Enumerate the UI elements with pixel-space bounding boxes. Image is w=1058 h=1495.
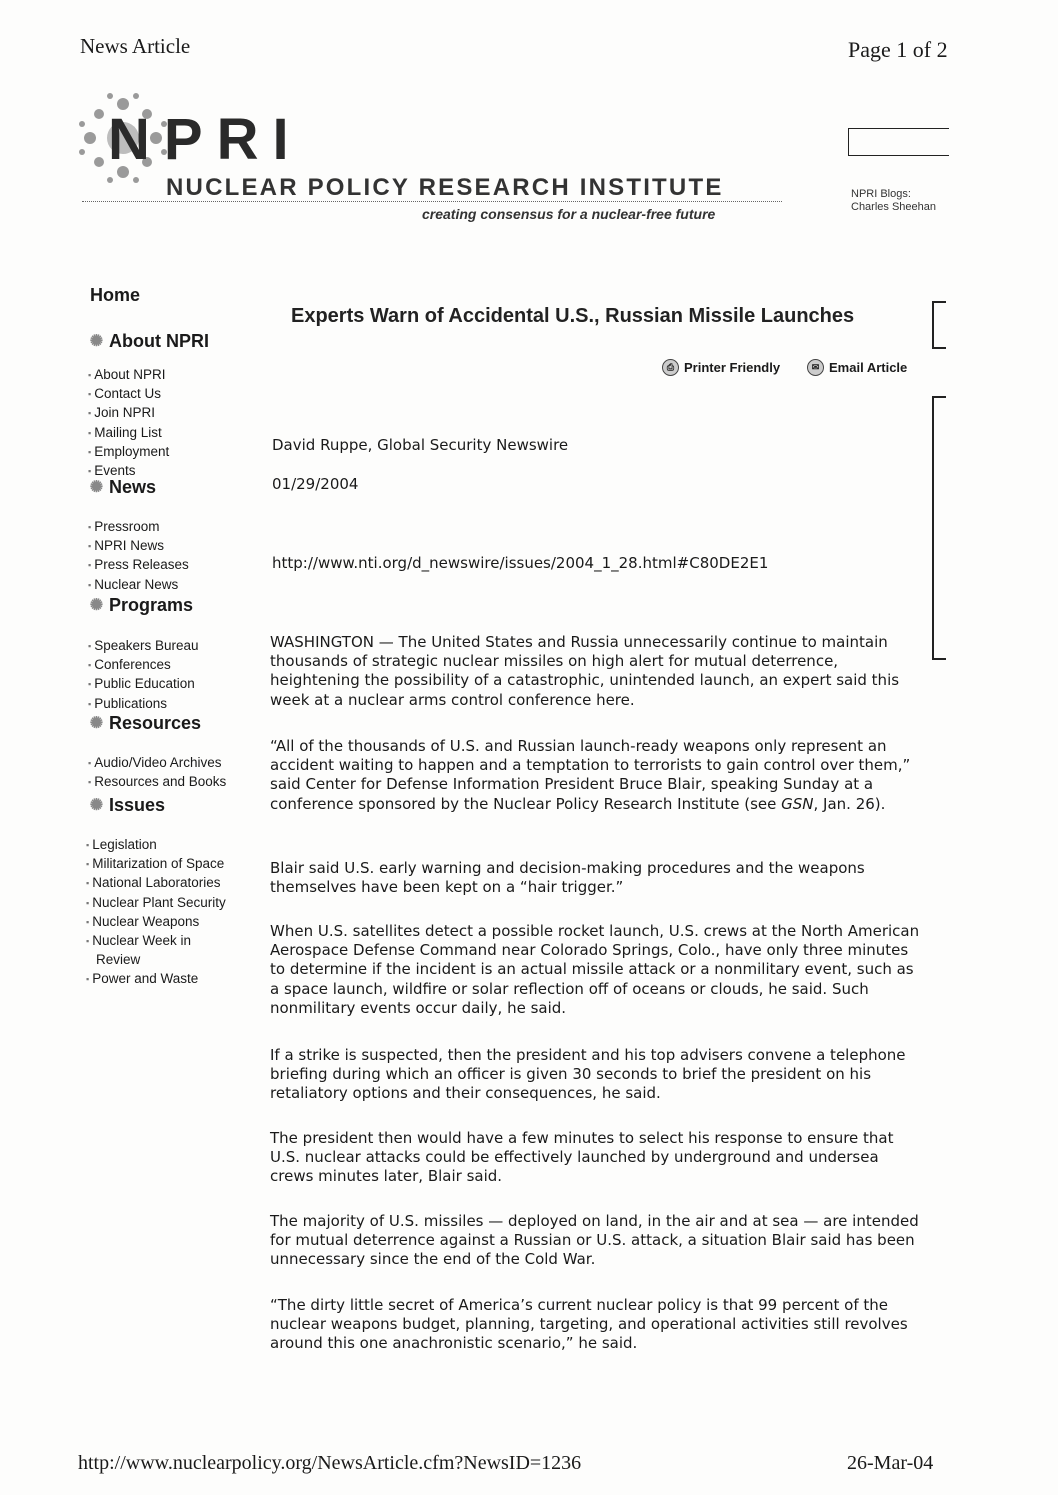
nav-section-title: Programs xyxy=(109,595,194,615)
side-panel-frame xyxy=(932,396,946,660)
article-paragraph: WASHINGTON — The United States and Russia unnecessarily continue to maintain thousands of strategic nuclear missiles on high alert for mutual deterrence, heightening the possibility of a catastrophic, unintended launch, an expert said this week at a nuclear arms control conference here. xyxy=(270,633,900,709)
nav-item[interactable]: ▪ Nuclear News xyxy=(88,576,189,595)
article-source-url[interactable]: http://www.nti.org/d_newswire/issues/2004_1_28.html#C80DE2E1 xyxy=(272,554,769,572)
nav-item[interactable]: ▪ Press Releases xyxy=(88,556,189,575)
gear-icon: ✺ xyxy=(89,597,104,614)
nav-home-link[interactable]: Home xyxy=(90,285,141,305)
nav-section-title: News xyxy=(109,477,157,497)
institute-name: NUCLEAR POLICY RESEARCH INSTITUTE xyxy=(166,174,724,201)
gear-icon: ✺ xyxy=(89,797,104,814)
nav-item[interactable]: ▪ Power and Waste xyxy=(86,970,226,989)
nav-list-about xyxy=(88,366,169,481)
nav-item[interactable]: ▪ About NPRI xyxy=(88,366,169,385)
nav-list-programs xyxy=(88,637,199,714)
gear-icon: ✺ xyxy=(89,333,104,350)
printer-friendly-label: Printer Friendly xyxy=(684,360,781,375)
gear-icon: ✺ xyxy=(89,479,104,496)
nav-item[interactable]: ▪ Resources and Books xyxy=(88,773,226,792)
nav-section-title: About NPRI xyxy=(109,331,209,351)
nav-item[interactable]: ▪ Mailing List xyxy=(88,424,169,443)
article-date: 01/29/2004 xyxy=(272,475,359,493)
nav-section-issues[interactable] xyxy=(88,795,165,816)
nav-item[interactable]: ▪ Nuclear Week in xyxy=(86,932,226,951)
nav-list-resources xyxy=(88,754,226,792)
article-title: Experts Warn of Accidental U.S., Russian Missile Launches xyxy=(291,305,855,327)
blog-banner-frame xyxy=(848,128,949,156)
nav-item[interactable]: ▪ Militarization of Space xyxy=(86,855,226,874)
nav-item[interactable]: ▪ Employment xyxy=(88,443,169,462)
nav-item[interactable]: ▪ Legislation xyxy=(86,836,226,855)
article-paragraph: If a strike is suspected, then the president and his top advisers convene a telephone briefing during which an officer is given 30 seconds to brief the president on his retaliatory options and their consequences, he said. xyxy=(270,1046,906,1103)
print-header-page: Page 1 of 2 xyxy=(848,37,948,62)
gear-icon: ✺ xyxy=(89,715,104,732)
nav-list-issues xyxy=(86,836,226,990)
nav-section-news[interactable] xyxy=(88,477,156,498)
nav-item[interactable]: ▪ Publications xyxy=(88,695,199,714)
nav-section-resources[interactable] xyxy=(88,713,201,734)
nav-section-title: Issues xyxy=(109,795,166,815)
nav-item[interactable]: ▪ Nuclear Plant Security xyxy=(86,894,226,913)
npri-wordmark: NPRI xyxy=(108,107,303,172)
logo-divider xyxy=(82,201,782,202)
nav-section-programs[interactable] xyxy=(88,595,193,616)
email-article-label: Email Article xyxy=(829,360,908,375)
nav-item[interactable]: ▪ Conferences xyxy=(88,656,199,675)
blogs-label: NPRI Blogs: xyxy=(851,188,911,200)
email-article-button[interactable] xyxy=(807,359,907,376)
nav-item[interactable]: Review xyxy=(96,952,141,968)
npri-blogs-link[interactable] xyxy=(851,188,936,214)
nav-item[interactable]: ▪ Public Education xyxy=(88,675,199,694)
nav-item[interactable]: ▪ Events xyxy=(88,462,169,481)
print-footer-url: http://www.nuclearpolicy.org/NewsArticle.cfm?NewsID=1236 xyxy=(78,1452,582,1474)
article-paragraph: The majority of U.S. missiles — deployed on land, in the air and at sea — are intended for mutual deterrence against a Russian or U.S. attack, a situation Blair said has been unnecessary since the end of the Cold War. xyxy=(270,1212,919,1269)
institute-tagline: creating consensus for a nuclear-free future xyxy=(422,206,716,222)
nav-section-about[interactable] xyxy=(88,331,209,352)
nav-item[interactable]: ▪ Speakers Bureau xyxy=(88,637,199,656)
nav-item[interactable]: ▪ Join NPRI xyxy=(88,404,169,423)
article-paragraph: “All of the thousands of U.S. and Russian launch-ready weapons only represent an accident waiting to happen and a temptation to terrorists to gain control over them,” said Center for Defense Information President Bruce Blair, speaking Sunday at a conference sponsored by the Nuclear Policy Research Institute (see GSN, Jan. 26). xyxy=(270,737,911,813)
nav-item[interactable]: ▪ Audio/Video Archives xyxy=(88,754,226,773)
print-header-title: News Article xyxy=(80,34,191,58)
article-paragraph: “The dirty little secret of America’s current nuclear policy is that 99 percent of the nuclear weapons budget, planning, targeting, and operational activities still revolves around this one anachronistic scenario,” he said. xyxy=(270,1296,908,1353)
nav-item[interactable]: ▪ Pressroom xyxy=(88,518,189,537)
print-footer-date: 26-Mar-04 xyxy=(847,1452,934,1474)
publication-abbrev: GSN xyxy=(781,794,814,813)
side-panel-frame xyxy=(932,301,946,349)
printer-icon: ⎙ xyxy=(662,359,679,376)
nav-item[interactable]: ▪ NPRI News xyxy=(88,537,189,556)
blogs-author: Charles Sheehan xyxy=(851,201,937,213)
article-byline: David Ruppe, Global Security Newswire xyxy=(272,436,569,454)
nav-list-news xyxy=(88,518,189,595)
email-icon: ✉ xyxy=(807,359,824,376)
article-paragraph: When U.S. satellites detect a possible rocket launch, U.S. crews at the North American Aerospace Defense Command near Colorado Springs, Colo., have only three minutes to determine if the incident is an actual missile attack or a nonmilitary event, such as a space launch, wildfire or solar reflection off of oceans or clouds, he said. Such nonmilitary events occur daily, he said. xyxy=(270,922,920,1017)
nav-item[interactable]: ▪ Nuclear Weapons xyxy=(86,913,226,932)
article-paragraph: Blair said U.S. early warning and decision-making procedures and the weapons themselves have been kept on a “hair trigger.” xyxy=(270,859,865,897)
nav-item[interactable]: ▪ National Laboratories xyxy=(86,874,226,893)
printer-friendly-button[interactable] xyxy=(662,359,780,376)
article-paragraph: The president then would have a few minutes to select his response to ensure that U.S. nuclear attacks could be effectively launched by underground and undersea crews minutes later, Blair said. xyxy=(270,1129,894,1186)
nav-item[interactable]: ▪ Contact Us xyxy=(88,385,169,404)
nav-section-title: Resources xyxy=(109,713,202,733)
